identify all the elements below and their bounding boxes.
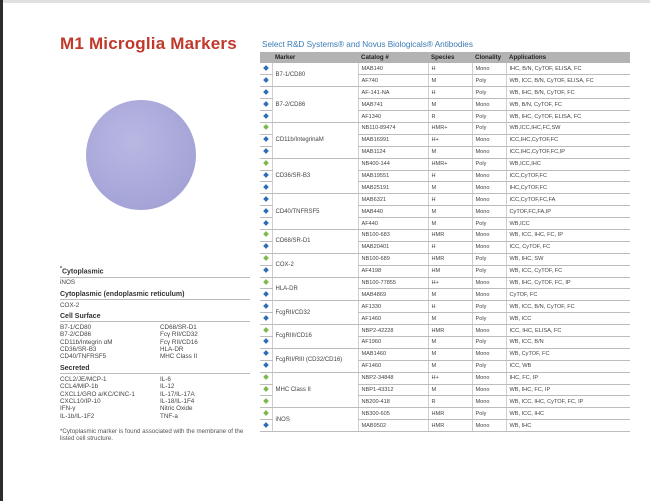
product-type-cell (260, 206, 272, 218)
list-item: Fcγ RII/CD32 (160, 331, 198, 339)
secreted-heading: Secreted (60, 365, 250, 374)
catalog-cell: MAB6321 (358, 194, 428, 206)
table-row (260, 122, 630, 134)
list-item: IL-12 (160, 383, 175, 391)
product-type-cell (260, 301, 272, 313)
cell-surface-list (60, 324, 250, 361)
diamond-icon (263, 232, 269, 238)
species-cell: M (428, 384, 472, 396)
table-row (260, 158, 630, 170)
table-row (260, 408, 630, 420)
clonality-cell: Mono (472, 372, 506, 384)
species-cell: HMR+ (428, 122, 472, 134)
diamond-icon (263, 255, 269, 261)
antibody-table (260, 52, 630, 432)
list-item: IL-17/IL-17A (160, 390, 195, 398)
marker-cell: MHC Class II (272, 372, 358, 408)
diamond-icon (263, 89, 269, 95)
applications-cell: WB,ICC (506, 218, 630, 230)
marker-cell: B7-2/CD86 (272, 87, 358, 123)
applications-cell: WB, ICC, CyTOF, FC (506, 265, 630, 277)
diamond-icon (263, 101, 269, 107)
applications-cell: ICC,IHC,CyTOF,FC (506, 134, 630, 146)
clonality-cell: Mono (472, 170, 506, 182)
catalog-cell: MAB140 (358, 63, 428, 75)
marker-cell: CD36/SR-B3 (272, 158, 358, 194)
product-type-cell (260, 277, 272, 289)
diamond-icon (263, 291, 269, 297)
page-title: M1 Microglia Markers (60, 34, 237, 53)
diamond-icon (263, 350, 269, 356)
diamond-icon (263, 339, 269, 345)
applications-cell: ICC,IHC,CyTOF,FC,IP (506, 146, 630, 158)
cell-body (86, 100, 196, 210)
diamond-icon (263, 196, 269, 202)
catalog-cell: MAB440 (358, 206, 428, 218)
clonality-cell: Mono (472, 289, 506, 301)
table-row (260, 348, 630, 360)
applications-cell: WB,ICC,IHC (506, 158, 630, 170)
list-item: TNF-a (160, 412, 178, 420)
diamond-icon (263, 65, 269, 71)
diamond-icon (263, 315, 269, 321)
species-cell: M (428, 182, 472, 194)
catalog-cell: MAB25191 (358, 182, 428, 194)
table-row (260, 87, 630, 99)
marker-cell: FcgRII/RIII (CD32/CD16) (272, 348, 358, 372)
product-type-cell (260, 360, 272, 372)
applications-cell: IHC, FC, IP (506, 372, 630, 384)
marker-cell: iNOS (272, 408, 358, 432)
species-cell: M (428, 336, 472, 348)
applications-cell: WB, IHC, B/N, CyTOF, FC (506, 87, 630, 99)
list-item: IL-18/IL-1F4 (160, 398, 195, 406)
header-species: Species (428, 52, 472, 63)
species-cell: M (428, 146, 472, 158)
table-row (260, 194, 630, 206)
applications-cell: WB, IHC (506, 420, 630, 432)
diamond-icon (263, 208, 269, 214)
catalog-cell: MAB16991 (358, 134, 428, 146)
marker-cell: COX-2 (272, 253, 358, 277)
clonality-cell: Mono (472, 206, 506, 218)
list-item: MHC Class II (160, 353, 198, 361)
clonality-cell: Mono (472, 348, 506, 360)
table-row (260, 372, 630, 384)
applications-cell: WB, ICC, B/N (506, 336, 630, 348)
catalog-cell: AF1960 (358, 336, 428, 348)
species-cell: M (428, 206, 472, 218)
clonality-cell: Poly (472, 122, 506, 134)
applications-cell: WB,ICC,IHC,FC,SW (506, 122, 630, 134)
footnote: *Cytoplasmic marker is found associated with the membrane of the listed cell structure. (60, 428, 244, 443)
marker-cell: FcgRII/CD32 (272, 301, 358, 325)
diamond-icon (263, 136, 269, 142)
species-cell: HMR (428, 229, 472, 241)
clonality-cell: Poly (472, 301, 506, 313)
diamond-icon (263, 243, 269, 249)
microglia-cell-illustration (86, 100, 196, 210)
diamond-icon (263, 267, 269, 273)
clonality-cell: Mono (472, 325, 506, 337)
clonality-cell: Mono (472, 182, 506, 194)
applications-cell: ICC, WB (506, 360, 630, 372)
applications-cell: ICC,CyTOF,FC (506, 170, 630, 182)
product-type-cell (260, 158, 272, 170)
diamond-icon (263, 220, 269, 226)
table-row (260, 253, 630, 265)
catalog-cell: NB100-689 (358, 253, 428, 265)
species-cell: HMR (428, 408, 472, 420)
clonality-cell: Poly (472, 408, 506, 420)
product-type-cell (260, 182, 272, 194)
diamond-icon (263, 362, 269, 368)
diamond-icon (263, 184, 269, 190)
catalog-cell: AF-141-NA (358, 87, 428, 99)
species-cell: R (428, 396, 472, 408)
diamond-icon (263, 398, 269, 404)
clonality-cell: Poly (472, 111, 506, 123)
catalog-cell: NBP1-43312 (358, 384, 428, 396)
species-cell: H+ (428, 277, 472, 289)
header-catalog: Catalog # (358, 52, 428, 63)
list-item: B7-1/CD80 (60, 323, 92, 331)
clonality-cell: Poly (472, 313, 506, 325)
species-cell: H+ (428, 134, 472, 146)
cell-surface-col-2 (160, 324, 250, 361)
applications-cell: WB, ICC, B/N, CyTOF, ELISA, FC (506, 75, 630, 87)
clonality-cell: Poly (472, 265, 506, 277)
species-cell: H (428, 87, 472, 99)
product-type-cell (260, 99, 272, 111)
list-item: COX-2 (60, 301, 80, 309)
applications-cell: WB, B/N, CyTOF, FC (506, 99, 630, 111)
product-type-cell (260, 384, 272, 396)
table-row (260, 229, 630, 241)
marker-cell: B7-1/CD80 (272, 63, 358, 87)
table-row (260, 63, 630, 75)
header-icon (260, 52, 272, 63)
secreted-list (60, 376, 250, 420)
species-cell: M (428, 348, 472, 360)
clonality-cell: Mono (472, 241, 506, 253)
species-cell: HMR (428, 325, 472, 337)
table-title: Select R&D Systems® and Novus Biologicals® Antibodies (262, 40, 473, 49)
applications-cell: WB, ICC, B/N, CyTOF, FC (506, 301, 630, 313)
cell-surface-col-1 (60, 324, 160, 361)
clonality-cell: Poly (472, 218, 506, 230)
clonality-cell: Mono (472, 134, 506, 146)
catalog-cell: MAB9502 (358, 420, 428, 432)
clonality-cell: Mono (472, 99, 506, 111)
clonality-cell: Mono (472, 277, 506, 289)
catalog-cell: NB300-605 (358, 408, 428, 420)
secreted-col-2 (160, 376, 250, 420)
applications-cell: ICC,CyTOF,FC,FA (506, 194, 630, 206)
marker-location-list (60, 262, 250, 443)
product-type-cell (260, 218, 272, 230)
table-row (260, 277, 630, 289)
table-row (260, 325, 630, 337)
product-type-cell (260, 420, 272, 432)
clonality-cell: Mono (472, 146, 506, 158)
product-type-cell (260, 253, 272, 265)
diamond-icon (263, 410, 269, 416)
product-type-cell (260, 170, 272, 182)
product-type-cell (260, 75, 272, 87)
species-cell: HM (428, 265, 472, 277)
species-cell: M (428, 360, 472, 372)
list-item: CD68/SR-D1 (160, 323, 197, 331)
diamond-icon (263, 386, 269, 392)
list-item: B7-2/CD86 (60, 331, 92, 339)
secreted-col-1 (60, 376, 160, 420)
clonality-cell: Poly (472, 75, 506, 87)
clonality-cell: Poly (472, 158, 506, 170)
species-cell: H (428, 301, 472, 313)
species-cell: H (428, 194, 472, 206)
clonality-cell: Mono (472, 229, 506, 241)
species-cell: H (428, 170, 472, 182)
list-item: CCL2/JE/MCP-1 (60, 375, 107, 383)
list-item: IL-6 (160, 375, 171, 383)
catalog-cell: MAB19551 (358, 170, 428, 182)
product-type-cell (260, 111, 272, 123)
species-cell: M (428, 75, 472, 87)
clonality-cell: Poly (472, 336, 506, 348)
applications-cell: IHC, B/N, CyTOF, ELISA, FC (506, 63, 630, 75)
species-cell: M (428, 218, 472, 230)
product-type-cell (260, 194, 272, 206)
product-type-cell (260, 408, 272, 420)
species-cell: R (428, 111, 472, 123)
diamond-icon (263, 279, 269, 285)
catalog-cell: AF440 (358, 218, 428, 230)
catalog-cell: AF1340 (358, 111, 428, 123)
catalog-cell: NB100-77855 (358, 277, 428, 289)
cell-surface-heading: Cell Surface (60, 313, 250, 322)
er-list (60, 302, 250, 309)
catalog-cell: AF740 (358, 75, 428, 87)
catalog-cell: NBP2-34848 (358, 372, 428, 384)
marker-cell: CD11b/IntegrinaM (272, 122, 358, 158)
list-item: CXCL10/IP-10 (60, 398, 101, 406)
diamond-icon (263, 77, 269, 83)
catalog-cell: MAB1460 (358, 348, 428, 360)
species-cell: HMR+ (428, 158, 472, 170)
catalog-cell: MAB741 (358, 99, 428, 111)
catalog-cell: MAB20401 (358, 241, 428, 253)
product-type-cell (260, 348, 272, 360)
catalog-cell: NB110-89474 (358, 122, 428, 134)
species-cell: HMR (428, 420, 472, 432)
top-border (0, 0, 650, 3)
table-header-row (260, 52, 630, 63)
product-type-cell (260, 63, 272, 75)
er-heading: Cytoplasmic (endoplasmic reticulum) (60, 291, 250, 300)
clonality-cell: Poly (472, 87, 506, 99)
header-marker: Marker (272, 52, 358, 63)
marker-cell: HLA-DR (272, 277, 358, 301)
clonality-cell: Mono (472, 194, 506, 206)
list-item: Nitric Oxide (160, 405, 193, 413)
table-row (260, 301, 630, 313)
product-type-cell (260, 122, 272, 134)
diamond-icon (263, 148, 269, 154)
catalog-cell: MAB1124 (358, 146, 428, 158)
diamond-icon (263, 422, 269, 428)
marker-cell: CD68/SR-D1 (272, 229, 358, 253)
list-item: CD11b/Integrin αM (60, 338, 113, 346)
applications-cell: WB, CyTOF, FC (506, 348, 630, 360)
species-cell: H+ (428, 372, 472, 384)
applications-cell: WB, IHC, CyTOF, ELISA, FC (506, 111, 630, 123)
applications-cell: WB, IHC, FC, IP (506, 384, 630, 396)
list-item: CCL4/MIP-1b (60, 383, 99, 391)
species-cell: M (428, 313, 472, 325)
header-applications: Applications (506, 52, 630, 63)
product-type-cell (260, 134, 272, 146)
applications-cell: WB, ICC (506, 313, 630, 325)
applications-cell: WB, ICC, IHC (506, 408, 630, 420)
applications-cell: WB, IHC, SW (506, 253, 630, 265)
product-type-cell (260, 372, 272, 384)
catalog-cell: AF1460 (358, 360, 428, 372)
marker-cell: FcgRIII/CD16 (272, 325, 358, 349)
applications-cell: CyTOF, FC (506, 289, 630, 301)
catalog-cell: NB400-144 (358, 158, 428, 170)
applications-cell: WB, IHC, CyTOF, FC, IP (506, 277, 630, 289)
product-type-cell (260, 229, 272, 241)
marker-cell: CD40/TNFRSF5 (272, 194, 358, 230)
clonality-cell: Mono (472, 396, 506, 408)
species-cell: H (428, 241, 472, 253)
list-item: IL-1b/IL-1F2 (60, 412, 95, 420)
applications-cell: ICC, IHC, ELISA, FC (506, 325, 630, 337)
diamond-icon (263, 172, 269, 178)
diamond-icon (263, 327, 269, 333)
cytoplasmic-list (60, 279, 250, 286)
catalog-cell: AF1330 (358, 301, 428, 313)
list-item: iNOS (60, 279, 76, 287)
diamond-icon (263, 160, 269, 166)
product-type-cell (260, 265, 272, 277)
diamond-icon (263, 374, 269, 380)
list-item: CXCL1/GRO a/KC/CINC-1 (60, 390, 135, 398)
applications-cell: WB, ICC, IHC, CyTOF, FC, IP (506, 396, 630, 408)
clonality-cell: Mono (472, 63, 506, 75)
clonality-cell: Poly (472, 253, 506, 265)
left-border (0, 0, 3, 501)
applications-cell: CyTOF,FC,FA,IP (506, 206, 630, 218)
species-cell: H (428, 63, 472, 75)
product-type-cell (260, 336, 272, 348)
list-item: Fcγ RII/CD16 (160, 338, 198, 346)
applications-cell: IHC,CyTOF,FC (506, 182, 630, 194)
applications-cell: WB, ICC, IHC, FC, IP (506, 229, 630, 241)
list-item: IFN-γ (60, 405, 76, 413)
applications-cell: ICC, CyTOF, FC (506, 241, 630, 253)
diamond-icon (263, 303, 269, 309)
product-type-cell (260, 313, 272, 325)
product-type-cell (260, 325, 272, 337)
diamond-icon (263, 113, 269, 119)
catalog-cell: NB200-418 (358, 396, 428, 408)
catalog-cell: NB100-683 (358, 229, 428, 241)
catalog-cell: MAB4869 (358, 289, 428, 301)
product-type-cell (260, 241, 272, 253)
species-cell: HMR (428, 253, 472, 265)
header-clonality: Clonality (472, 52, 506, 63)
clonality-cell: Poly (472, 360, 506, 372)
product-type-cell (260, 289, 272, 301)
list-item: CD36/SR-B3 (60, 346, 97, 354)
catalog-cell: AF4198 (358, 265, 428, 277)
diamond-icon (263, 125, 269, 131)
product-type-cell (260, 146, 272, 158)
clonality-cell: Mono (472, 384, 506, 396)
species-cell: M (428, 289, 472, 301)
cytoplasmic-heading: *Cytoplasmic (60, 266, 250, 278)
product-type-cell (260, 87, 272, 99)
product-type-cell (260, 396, 272, 408)
catalog-cell: NBP2-42228 (358, 325, 428, 337)
species-cell: M (428, 99, 472, 111)
list-item: CD40/TNFRSF5 (60, 353, 107, 361)
catalog-cell: AF1460 (358, 313, 428, 325)
clonality-cell: Mono (472, 420, 506, 432)
list-item: HLA-DR (160, 346, 184, 354)
